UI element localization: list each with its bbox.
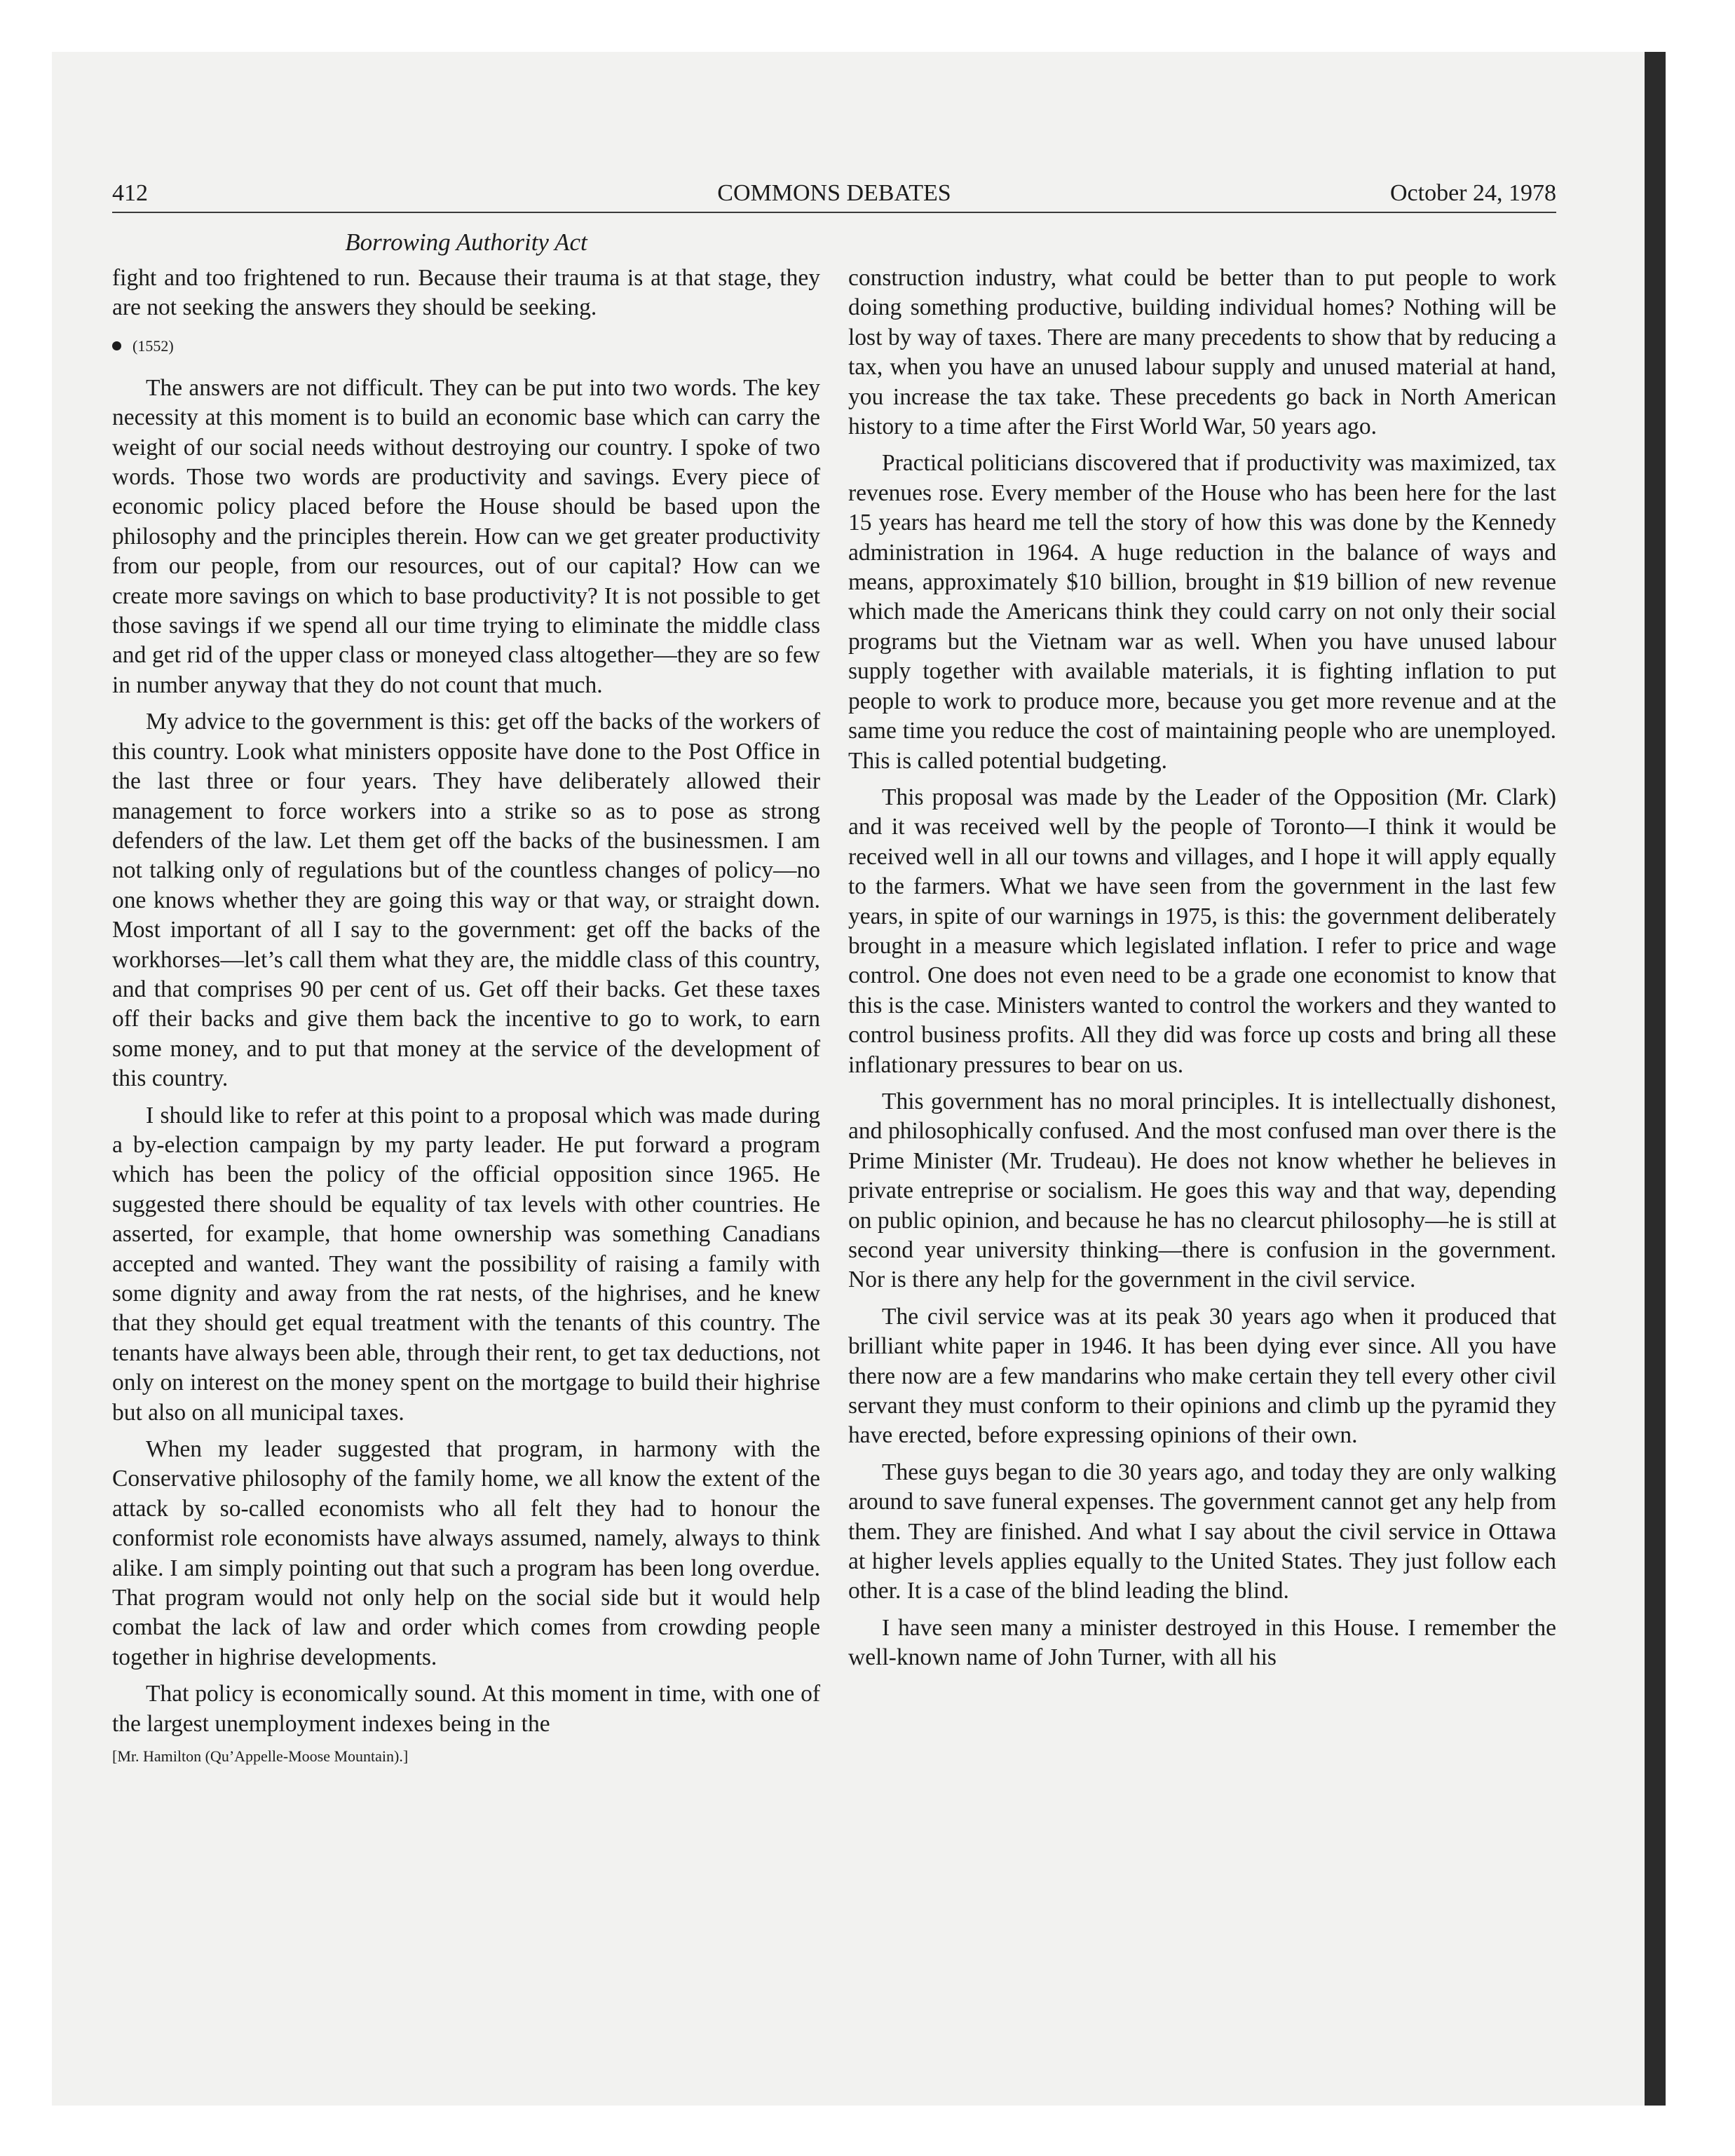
paragraph: That policy is economically sound. At this moment in time, with one of the largest unemployment indexes being in the bbox=[112, 1681, 820, 1737]
paragraph: I should like to refer at this point to a proposal which was made during a by-election campaign by my party leader. He put forward a program which has been the policy of the official opposition since 1965. He suggested there should be equality of tax levels with other countries. He asserted, for example, that home ownership was something Canadians accepted and wanted. They want the possibility of raising a family with some dignity and away from the rat nests, of the highrises, and he knew that they should get equal treatment with the tenants of this country. The tenants have always been able, through their rent, to get tax deductions, not only on interest on the money spent on the mortgage to build their highrise but also on all municipal taxes. bbox=[112, 1102, 820, 1426]
paragraph: This proposal was made by the Leader of the Opposition (Mr. Clark) and it was received well by the people of Toronto—I think it would be received well in all our towns and villages, and I hope it will apply equally to the farmers. What we have seen from the government in the last few years, in spite of our warnings in 1975, is this: the government deliberately brought in a measure which legislated inflation. I refer to price and wage control. One does not even need to be a grade one economist to know that this is the case. Ministers wanted to control the workers and they wanted to control business profits. All they did was force up costs and bring all these inflationary pressures to bear on us. bbox=[848, 784, 1556, 1078]
paragraph: construction industry, what could be better than to put people to work doing something productive, building individual homes? Nothing will be lost by way of taxes. There are many precedents to show that by reducing a tax, when you have an unused labour supply and unused material at hand, you increase the tax take. These precedents go back in North American history to a time after the First World War, 50 years ago. bbox=[848, 265, 1556, 440]
timestamp: (1552) bbox=[132, 336, 174, 355]
header-rule bbox=[112, 212, 1556, 213]
paragraph: Practical politicians discovered that if productivity was maximized, tax revenues rose. Every member of the House who has been here for the last 15 years has heard me tell the story of how this was done by the Kennedy administration in 1964. A huge reduction in the balance of ways and means, approximately $10 billion, brought in $19 billion of new revenue which made the Americans think they could carry on not only their social programs but the Vietnam war as well. When you have unused labour supply together with available materials, it is fighting inflation to put people to work to produce more, because you get more revenue and at the same time you reduce the cost of maintaining people who are unemployed. This is called potential budgeting. bbox=[848, 450, 1556, 774]
speaker-attribution: [Mr. Hamilton (Qu’Appelle-Moose Mountain).] bbox=[112, 1747, 409, 1766]
paragraph: fight and too frightened to run. Because their trauma is at that stage, they are not seeking the answers they should be seeking. bbox=[112, 265, 820, 321]
right-column bbox=[848, 264, 1556, 1680]
paragraph: The answers are not difficult. They can be put into two words. The key necessity at this moment is to build an economic base which can carry the weight of our social needs without destroying our country. I spoke of two words. Those two words are productivity and savings. Every piece of economic policy placed before the House should be based upon the philosophy and the principles therein. How can we get greater productivity from our people, from our resources, out of our capital? How can we create more savings on which to base productivity? It is not possible to get those savings if we spend all our time trying to eliminate the middle class and get rid of the upper class or moneyed class altogether—they are so few in number anyway that they do not count that much. bbox=[112, 374, 820, 698]
issue-date: October 24, 1978 bbox=[1389, 180, 1556, 206]
scan-edge-shadow bbox=[1645, 52, 1666, 2106]
paragraph: I have seen many a minister destroyed in this House. I remember the well-known name of John Turner, with all his bbox=[848, 1614, 1556, 1671]
page-header bbox=[112, 178, 1556, 209]
paragraph: The civil service was at its peak 30 years ago when it produced that brilliant white paper in 1946. It has been dying ever since. All you have there now are a few mandarins who make certain they tell every other civil servant they must conform to their opinions and climb up the pyramid they have erected, before expressing opinions of their own. bbox=[848, 1303, 1556, 1449]
paragraph: When my leader suggested that program, in harmony with the Conservative philosophy of the family home, we all know the extent of the attack by so-called economists who all felt they had to honour the conformist role economists have always assumed, namely, always to think alike. I am simply pointing out that such a program has been long overdue. That program would not only help on the social side but it would help combat the lack of law and order which comes from crowding people together in highrise developments. bbox=[112, 1436, 820, 1670]
paragraph: My advice to the government is this: get off the backs of the workers of this country. Look what ministers opposite have done to the Post Office in the last three or four years. They have deliberately allowed their management to force workers into a strike so as to pose as strong defenders of the law. Let them get off the backs of the businessmen. I am not talking only of regulations but of the countless changes of policy—no one knows whether they are going this way or that way, or straight down. Most important of all I say to the government: get off the backs of the workhorses—let’s call them what they are, the middle class of this country, and that comprises 90 per cent of us. Get off their backs. Get these taxes off their backs and give them back the incentive to go to work, to earn some money, and to put that money at the service of the development of this country. bbox=[112, 709, 820, 1092]
page-number: 412 bbox=[112, 180, 148, 206]
running-title: Borrowing Authority Act bbox=[345, 228, 587, 256]
journal-title: COMMONS DEBATES bbox=[717, 180, 951, 206]
hansard-page bbox=[112, 178, 1556, 1766]
paragraph: This government has no moral principles. It is intellectually dishonest, and philosophically confused. And the most confused man over there is the Prime Minister (Mr. Trudeau). He does not know whether he believes in private entreprise or socialism. He goes this way and that way, depending on public opinion, and because he has no clearcut philosophy—he is still at second year university thinking—there is confusion in the government. Nor is there any help for the government in the civil service. bbox=[848, 1088, 1556, 1293]
timestamp-marker bbox=[112, 336, 820, 357]
left-column bbox=[112, 264, 820, 1767]
paragraph: These guys began to die 30 years ago, and today they are only walking around to save funeral expenses. The government cannot get any help from them. They are finished. And what I say about the civil service in Ottawa at higher levels applies equally to the United States. They just follow each other. It is a case of the blind leading the blind. bbox=[848, 1459, 1556, 1604]
bullet-icon bbox=[112, 341, 121, 350]
